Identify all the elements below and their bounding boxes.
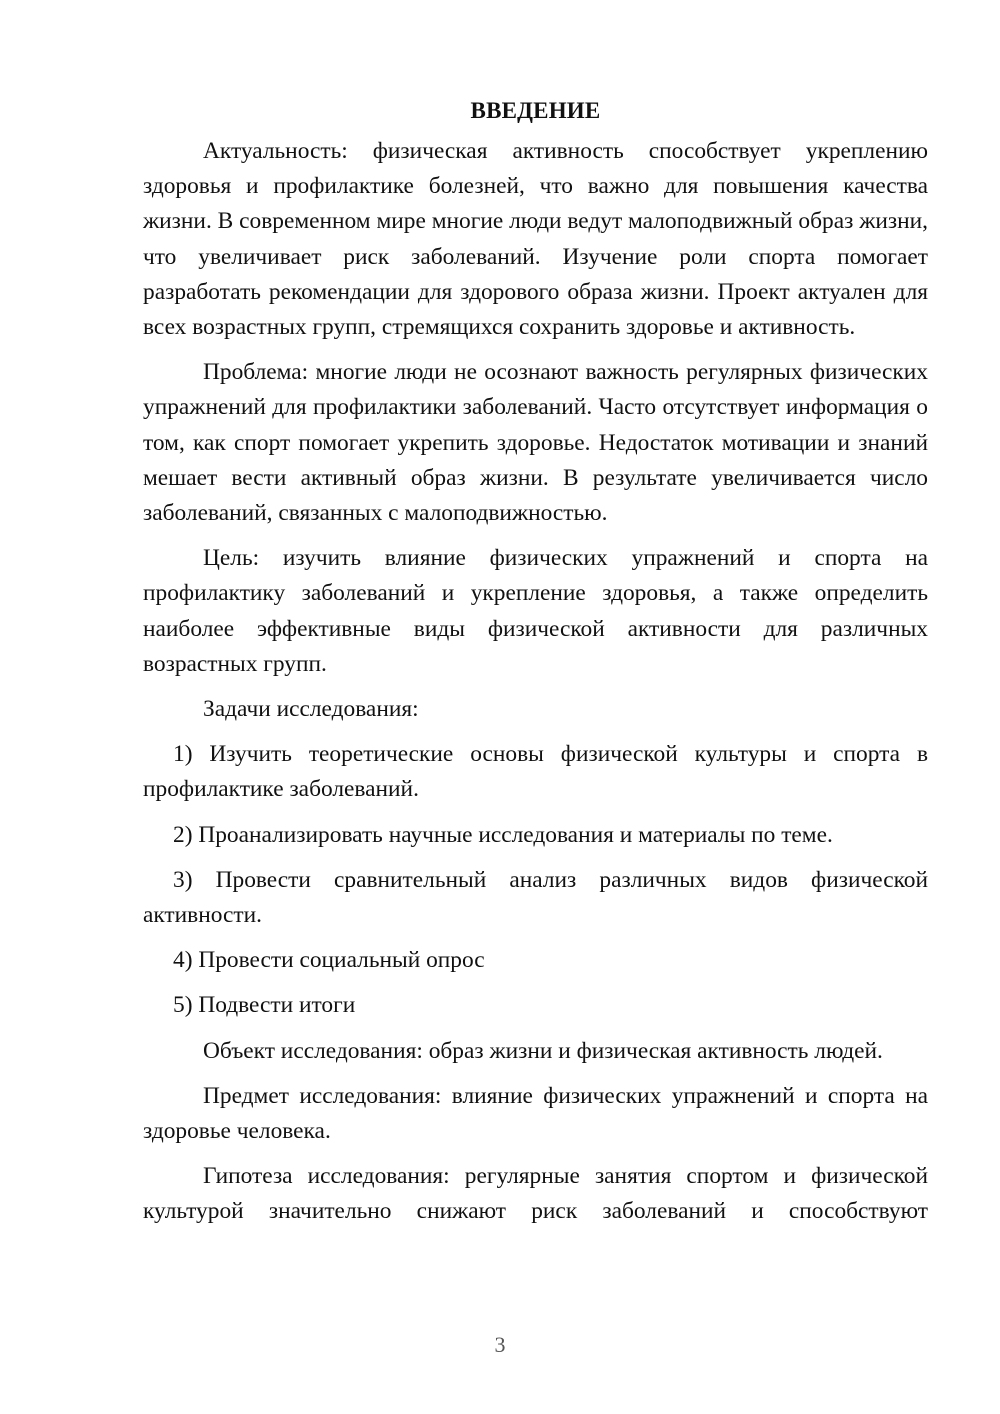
goal-paragraph: Цель: изучить влияние физических упражнений и спорта на профилактику заболеваний и укрепление здоровья, а также определить наиболее эффективные виды физической активности для различных возрастных групп. [143,545,928,677]
task-item-4: 4) Провести социальный опрос [173,947,485,974]
task-item-3: 3) Провести сравнительный анализ различных видов физической активности. [143,866,928,929]
object-paragraph: Объект исследования: образ жизни и физическая активность людей. [203,1037,883,1064]
task-item-2: 2) Проанализировать научные исследования и материалы по теме. [173,821,833,848]
task-item-1: 1) Изучить теоретические основы физической культуры и спорта в профилактике заболеваний. [143,741,928,803]
tasks-list [143,737,928,1023]
document-page [143,96,928,1240]
page-title: ВВЕДЕНИЕ [470,98,601,123]
subject-paragraph: Предмет исследования: влияние физических упражнений и спорта на здоровье человека. [143,1082,928,1145]
task-item-5: 5) Подвести итоги [173,992,356,1019]
problem-paragraph: Проблема: многие люди не осознают важность регулярных физических упражнений для профилактики заболеваний. Часто отсутствует информация о том, как спорт помогает укрепить здоровье. Недостаток мотивации и знаний мешает вести активный образ жизни. В результате увеличивается число заболеваний, связанных с малоподвижностью. [143,359,928,527]
page-number: 3 [494,1332,506,1357]
relevance-paragraph: Актуальность: физическая активность способствует укреплению здоровья и профилактике болезней, что важно для повышения качества жизни. В современном мире многие люди ведут малоподвижный образ жизни, что увеличивает риск заболеваний. Изучение роли спорта помогает разработать рекомендации для здорового образа жизни. Проект актуален для всех возрастных групп, стремящихся сохранить здоровье и активность. [143,138,928,341]
hypothesis-paragraph: Гипотеза исследования: регулярные занятия спортом и физической культурой значительно снижают риск заболеваний и способствуют [143,1163,928,1225]
tasks-heading: Задачи исследования: [203,696,419,723]
